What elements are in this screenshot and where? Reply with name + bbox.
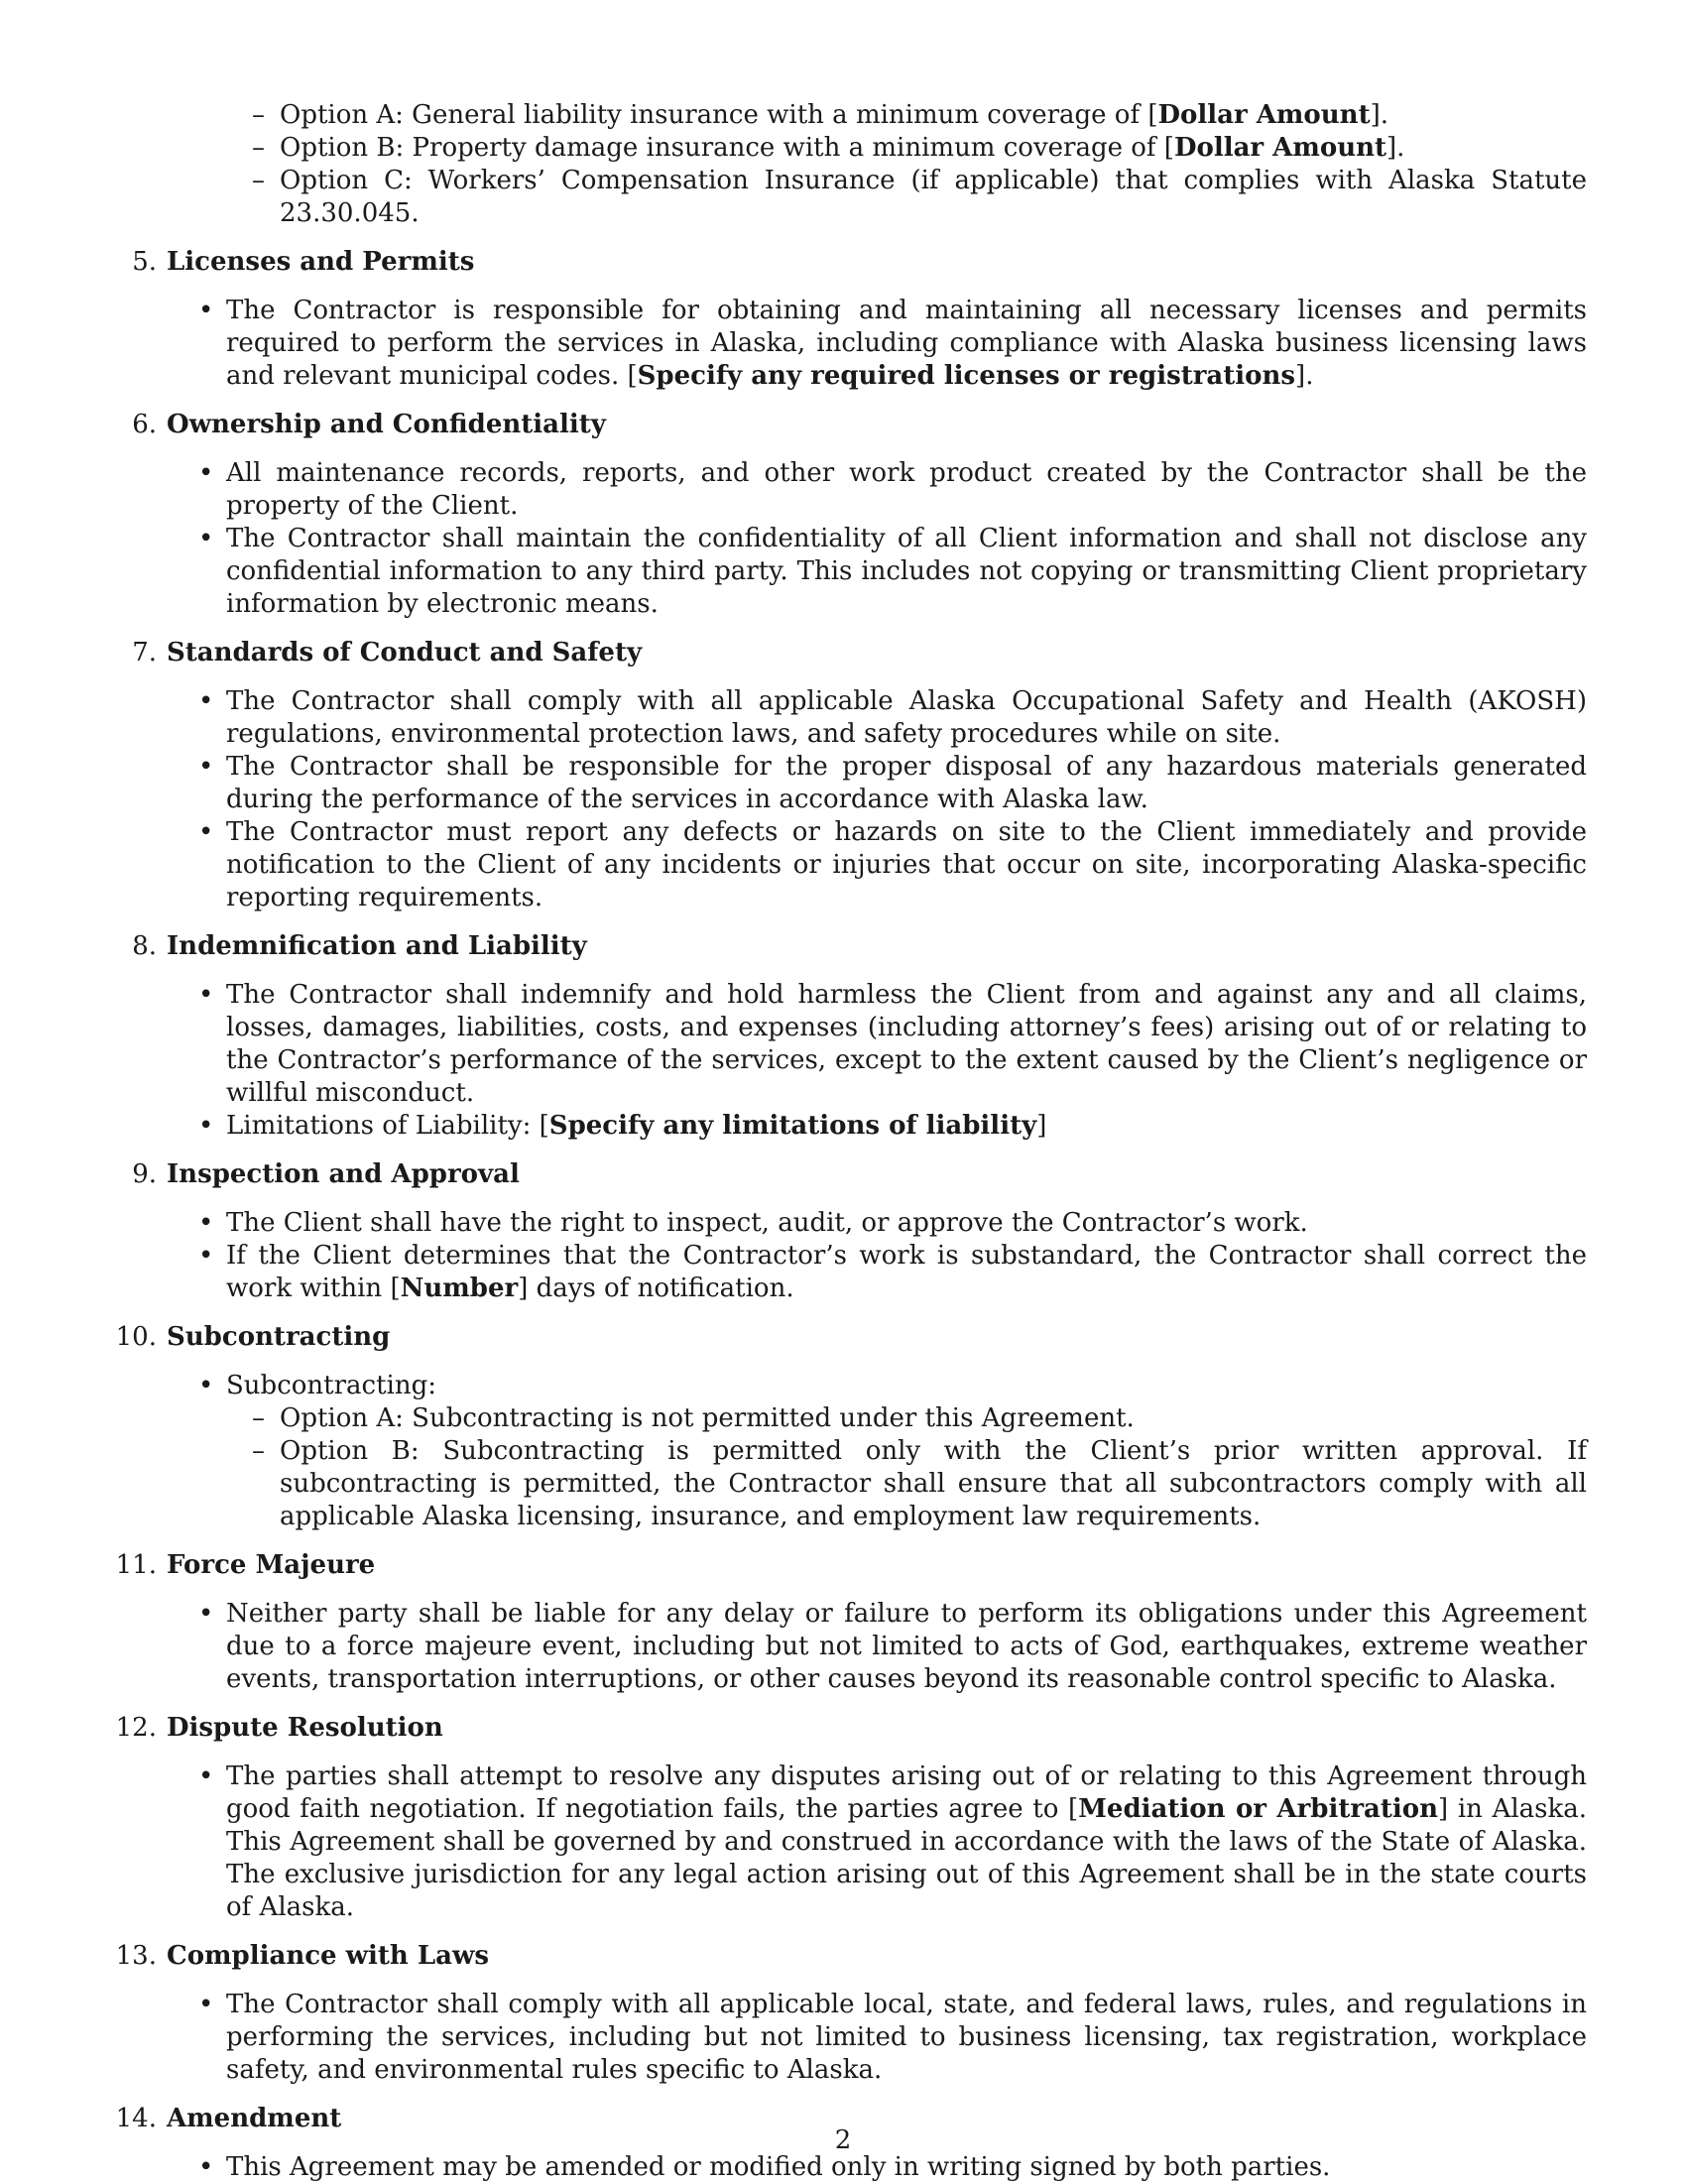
bullet-text-end: ] in Alaska. This Agreement shall be governed by and construed in accordance with the laws of the State of Alaska. The exclusive jurisdiction for any legal action arising out of this Agreement shall be in the state courts of Alaska. — [226, 1794, 1587, 1922]
section-number: 5. — [132, 247, 157, 277]
section-13 — [115, 1940, 1587, 2087]
dash-marker: – — [252, 1436, 265, 1466]
dash-marker: – — [252, 1403, 265, 1433]
section-title: Standards of Conduct and Safety — [167, 638, 643, 667]
bullet-icon: • — [198, 1990, 214, 2019]
option-text: Option A: Subcontracting is not permitted under this Agreement. — [280, 1403, 1135, 1433]
section-heading — [132, 1158, 1587, 1191]
bullet-item — [167, 816, 1587, 914]
bullet-list — [167, 1760, 1587, 1924]
bullet-item — [167, 1989, 1587, 2087]
bullet-icon: • — [198, 458, 214, 488]
bullet-item — [167, 685, 1587, 751]
section-heading — [132, 246, 1587, 279]
bullet-item — [167, 1598, 1587, 1696]
section-title: Inspection and Approval — [167, 1159, 520, 1189]
placeholder-field: Specify any required licenses or registrations — [637, 361, 1296, 391]
dash-marker: – — [252, 133, 265, 163]
bullet-list — [167, 295, 1587, 393]
section-9 — [132, 1158, 1587, 1305]
bullet-text: The Contractor shall be responsible for the proper disposal of any hazardous materials generated during the performance of the services in accordance with Alaska law. — [226, 752, 1587, 814]
dash-marker: – — [252, 100, 265, 130]
section-12 — [115, 1712, 1587, 1924]
section-title: Licenses and Permits — [167, 247, 475, 277]
placeholder-field: Number — [400, 1274, 519, 1303]
option-list — [226, 1402, 1587, 1533]
section-title: Subcontracting — [167, 1322, 391, 1352]
section-title: Dispute Resolution — [167, 1713, 443, 1743]
bullet-text: The Contractor is responsible for obtaining and maintaining all necessary licenses and permits required to perform the services in Alaska, including compliance with Alaska business licensing laws and relevant municipal codes. [ — [226, 296, 1587, 391]
bullet-text: The Contractor shall comply with all applicable Alaska Occupational Safety and Health (AKOSH) regulations, environmental protection laws, and safety procedures while on site. — [226, 686, 1587, 749]
bullet-text: All maintenance records, reports, and other work product created by the Contractor shall be the property of the Client. — [226, 458, 1587, 521]
section-heading — [132, 637, 1587, 669]
bullet-item — [167, 1110, 1587, 1143]
bullet-text: This Agreement may be amended or modified only in writing signed by both parties. — [226, 2152, 1331, 2182]
section-heading — [132, 930, 1587, 963]
bullet-list — [167, 2151, 1587, 2184]
insurance-options-list — [167, 99, 1587, 230]
section-number: 9. — [132, 1159, 157, 1189]
bullet-text: Limitations of Liability: [ — [226, 1111, 549, 1141]
bullet-item — [167, 2151, 1587, 2184]
section-6 — [132, 409, 1587, 621]
section-number: 13. — [115, 1941, 157, 1971]
bullet-list — [167, 1989, 1587, 2087]
bullet-icon: • — [198, 2152, 214, 2182]
bullet-icon: • — [198, 980, 214, 1010]
placeholder-field: Specify any limitations of liability — [548, 1111, 1037, 1141]
bullet-text-end: ] — [1036, 1111, 1047, 1141]
bullet-item — [167, 1760, 1587, 1924]
bullet-text: The Contractor shall comply with all applicable local, state, and federal laws, rules, and regulations in performing the services, including but not limited to business licensing, tax registration, workplace safety, and environmental rules specific to Alaska. — [226, 1990, 1587, 2085]
bullet-item — [167, 979, 1587, 1110]
section-title: Amendment — [167, 2104, 342, 2133]
section-number: 12. — [115, 1713, 157, 1743]
bullet-icon: • — [198, 524, 214, 553]
section-heading — [132, 409, 1587, 441]
section-5 — [132, 246, 1587, 393]
bullet-list — [167, 685, 1587, 914]
section-heading — [115, 1549, 1587, 1582]
section-10 — [115, 1321, 1587, 1533]
section-7 — [132, 637, 1587, 914]
section-11 — [115, 1549, 1587, 1696]
bullet-list — [167, 457, 1587, 621]
placeholder-field: Mediation or Arbitration — [1078, 1794, 1439, 1824]
option-item — [226, 1435, 1587, 1533]
bullet-text-end: ] days of notification. — [518, 1274, 794, 1303]
section-number: 14. — [115, 2104, 157, 2133]
bullet-item — [167, 295, 1587, 393]
option-item — [226, 1402, 1587, 1435]
page-number: 2 — [834, 2125, 852, 2155]
bullet-text: Subcontracting: — [226, 1371, 437, 1400]
bullet-text-end: ]. — [1295, 361, 1314, 391]
section-heading — [115, 1940, 1587, 1973]
section-number: 8. — [132, 931, 157, 961]
section-number: 11. — [115, 1550, 157, 1580]
dash-marker: – — [252, 166, 265, 195]
bullet-item — [167, 1207, 1587, 1240]
bullet-icon: • — [198, 1371, 214, 1400]
bullet-icon: • — [198, 296, 214, 325]
bullet-icon: • — [198, 1208, 214, 1238]
bullet-icon: • — [198, 1241, 214, 1271]
bullet-text: If the Client determines that the Contractor’s work is substandard, the Contractor shall correct the work within [ — [226, 1241, 1587, 1303]
bullet-list — [167, 1207, 1587, 1305]
bullet-item — [167, 1370, 1587, 1533]
bullet-item — [167, 523, 1587, 621]
bullet-text: Neither party shall be liable for any delay or failure to perform its obligations under this Agreement due to a force majeure event, including but not limited to acts of God, earthquakes, extreme weather events, transportation interruptions, or other causes beyond its reasonable control specific to Alaska. — [226, 1599, 1587, 1694]
bullet-icon: • — [198, 1761, 214, 1791]
insurance-option: – Option C: Workers’ Compensation Insurance (if applicable) that complies with Alaska Statute 23.30.045. — [252, 166, 1587, 228]
bullet-icon: • — [198, 1599, 214, 1629]
section-title: Indemnification and Liability — [167, 931, 587, 961]
bullet-text: The Contractor shall indemnify and hold harmless the Client from and against any and all claims, losses, damages, liabilities, costs, and expenses (including attorney’s fees) arising out of or relating to the Contractor’s performance of the services, except to the extent caused by the Client’s negligence or willful misconduct. — [226, 980, 1587, 1108]
bullet-item — [167, 457, 1587, 523]
bullet-icon: • — [198, 1111, 214, 1141]
insurance-option: – Option A: General liability insurance with a minimum coverage of [Dollar Amount]. — [252, 100, 1389, 130]
bullet-list — [167, 979, 1587, 1143]
sections-container — [115, 246, 1587, 2184]
option-text: Option B: Subcontracting is permitted only with the Client’s prior written approval. If subcontracting is permitted, the Contractor shall ensure that all subcontractors comply with all applicable Alaska licensing, insurance, and employment law requirements. — [280, 1436, 1587, 1531]
section-heading — [115, 1321, 1587, 1354]
section-8 — [132, 930, 1587, 1143]
bullet-list — [167, 1370, 1587, 1533]
document-body — [115, 99, 1587, 2184]
section-number: 7. — [132, 638, 157, 667]
section-title: Ownership and Confidentiality — [167, 410, 606, 439]
bullet-text: The Contractor shall maintain the confidentiality of all Client information and shall not disclose any confidential information to any third party. This includes not copying or transmitting Client proprietary information by electronic means. — [226, 524, 1587, 619]
section-title: Compliance with Laws — [167, 1941, 490, 1971]
bullet-item — [167, 1240, 1587, 1305]
section-heading — [115, 1712, 1587, 1745]
insurance-option: – Option B: Property damage insurance with a minimum coverage of [Dollar Amount]. — [252, 133, 1405, 163]
bullet-icon: • — [198, 817, 214, 847]
bullet-icon: • — [198, 686, 214, 716]
section-number: 10. — [115, 1322, 157, 1352]
bullet-text: The Client shall have the right to inspect, audit, or approve the Contractor’s work. — [226, 1208, 1308, 1238]
bullet-text: The Contractor must report any defects or hazards on site to the Client immediately and provide notification to the Client of any incidents or injuries that occur on site, incorporating Alaska-specific reporting requirements. — [226, 817, 1587, 912]
bullet-icon: • — [198, 752, 214, 782]
bullet-list — [167, 1598, 1587, 1696]
section-number: 6. — [132, 410, 157, 439]
bullet-text: The parties shall attempt to resolve any disputes arising out of or relating to this Agreement through good faith negotiation. If negotiation fails, the parties agree to [ — [226, 1761, 1587, 1824]
section-title: Force Majeure — [167, 1550, 376, 1580]
bullet-item — [167, 751, 1587, 816]
